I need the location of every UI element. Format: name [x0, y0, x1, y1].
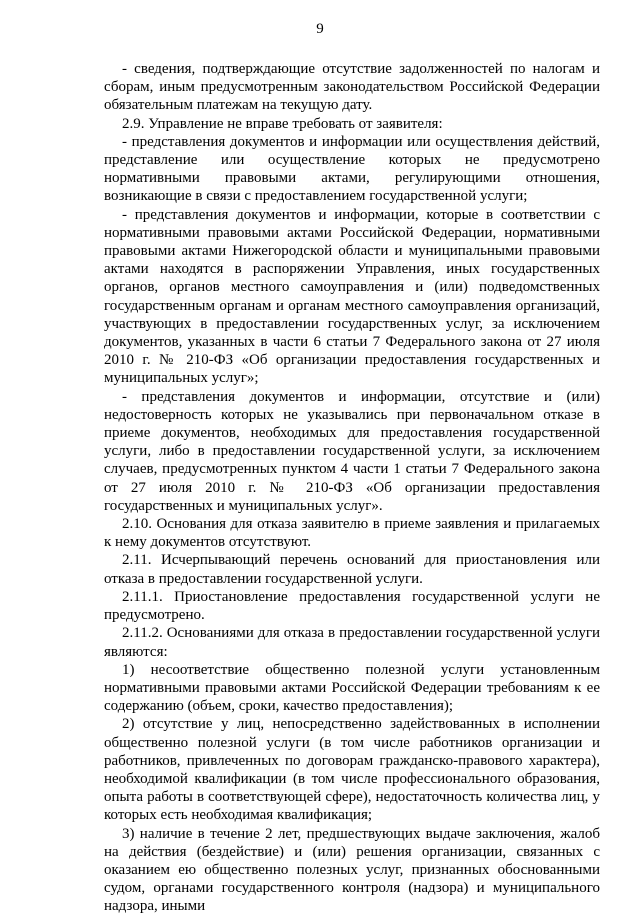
paragraph-2-11: 2.11. Исчерпывающий перечень оснований для приостановления или отказа в предоставлении государственной услуги.	[104, 552, 600, 587]
document-body	[104, 60, 600, 916]
paragraph-tax-debt-info: - сведения, подтверждающие отсутствие задолженностей по налогам и сборам, иным предусмотренным законодательством Российской Федерации обязательным платежам на текущую дату.	[104, 61, 600, 114]
paragraph-2-9-item-1: - представления документов и информации или осуществления действий, представление или осуществление которых не предусмотрено нормативными правовыми актами, регулирующими отношения, возникающие в связи с предоставлением государственной услуги;	[104, 133, 600, 205]
paragraph-refusal-ground-2: 2) отсутствие у лиц, непосредственно задействованных в исполнении общественно полезной услуги (в том числе работников организации и работников, привлеченных по договорам гражданско-правового характера), необходимой квалификации (в том числе профессионального образования, опыта работы в соответствующей сфере), недостаточность количества лиц, у которых есть необходимая квалификация;	[104, 716, 600, 824]
paragraph-refusal-ground-1: 1) несоответствие общественно полезной услуги установленным нормативными правовыми актами Российской Федерации требованиям к ее содержанию (объем, сроки, качество предоставления);	[104, 661, 600, 715]
paragraph-2-9-item-3: - представления документов и информации, отсутствие и (или) недостоверность которых не указывались при первоначальном отказе в приеме документов, необходимых для предоставления государственной услуги, либо в предоставлении государственной услуги, за исключением случаев, предусмотренных пунктом 4 части 1 статьи 7 Федерального закона от 27 июля 2010 г. № 210-ФЗ «Об организации предоставления государственных и муниципальных услуг».	[104, 388, 600, 514]
paragraph-2-9-item-2: - представления документов и информации, которые в соответствии с нормативными правовыми актами Российской Федерации, нормативными правовыми актами Нижегородской области и муниципальными правовыми актами находятся в распоряжении Управления, иных государственных органов, органов местного самоуправления и (или) подведомственных государственным органам и органам местного самоуправления организаций, участвующих в предоставлении государственных услуг, за исключением документов, указанных в части 6 статьи 7 Федерального закона от 27 июля 2010 г. № 210-ФЗ «Об организации предоставления государственных и муниципальных услуг»;	[104, 206, 600, 387]
page-number: 9	[316, 21, 324, 37]
paragraph-2-10: 2.10. Основания для отказа заявителю в приеме заявления и прилагаемых к нему документов отсутствуют.	[104, 516, 600, 551]
paragraph-2-11-1: 2.11.1. Приостановление предоставления государственной услуги не предусмотрено.	[104, 588, 600, 624]
paragraph-2-11-2: 2.11.2. Основаниями для отказа в предоставлении государственной услуги являются:	[104, 625, 600, 660]
paragraph-refusal-ground-3: 3) наличие в течение 2 лет, предшествующих выдаче заключения, жалоб на действия (бездействие) и (или) решения организации, связанных с оказанием ею общественно полезных услуг, признанных обоснованными судом, органами государственного контроля (надзора) и муниципального надзора, иными	[104, 825, 600, 915]
paragraph-2-9-heading: 2.9. Управление не вправе требовать от заявителя:	[122, 115, 443, 132]
